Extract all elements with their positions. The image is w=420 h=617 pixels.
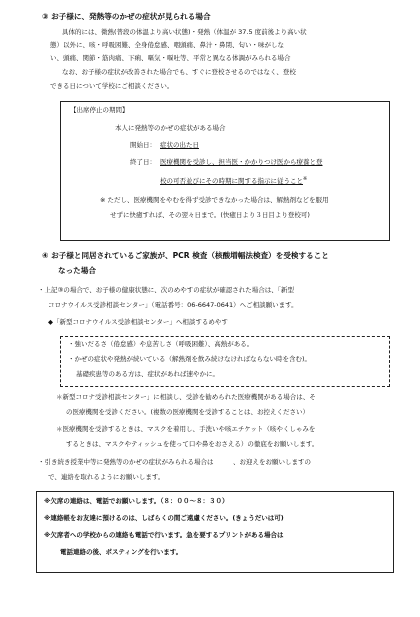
star-note-2-line2: するときは、マスクやティッシュを使って口や鼻をおさえる）の徹底をお願いします。 [66,440,319,448]
star-note-2-line1: ＊医療機関を受診するときは、マスクを着用し、手洗いや咳エチケット（咳やくしゃみを [56,425,316,433]
notice-line3: ※欠席者への学校からの連絡も電話で行います。急を要するプリントがある場合は [44,531,284,539]
notice-line2: ※連絡帳をお友達に預けるのは、しばらくの間ご遠慮ください。(きょうだいは可) [44,514,284,522]
section3-para1-line2: 態）以外に、咳・呼吸困難、全身倦怠感、咽頭痛、鼻汁・鼻閉、匂い・味がしな [50,41,284,49]
continuation-line1: ・引き続き授業中等に発熱等のかぜの症状がみられる場合は 、お迎えをお願いしますの [38,458,311,466]
suspension-note-line2: せずに快癒すれば、その翌々日まで。(快癒日より３日目より登校可) [110,211,310,219]
end-value-line1: 医療機関を受診し、担当医・かかりつけ医から療養と登 [160,158,323,166]
section3-para2-line2: できる日について学校にご相談ください。 [50,82,174,90]
section3-para1-line1: 具体的には、微熱(普段の体温より高い状態)・発熱（体温が 37.5 度前後より高い状 [62,28,307,36]
suspension-note-line1: ※ ただし、医療機関をやむを得ず受診できなかった場合は、解熱剤などを服用 [100,196,329,204]
section4-intro-line1: ・上記③の場合で、お子様の健康状態に、次のめやすの症状が確認された場合は、「新型 [38,286,294,294]
section3-heading: ③ お子様に、発熱等のかぜの症状が見られる場合 [42,12,211,21]
notice-line1: ※欠席の連絡は、電話でお願いします。（８：００～８：３０） [44,497,229,505]
section4-heading-line2: なった場合 [58,266,96,275]
end-label: 終了日： [130,158,156,166]
guide-title: ◆「新型コロナウイルス受診相談センター」へ相談するめやす [48,318,228,326]
suspension-box-title: 【出席停止の期間】 [70,106,129,114]
suspension-box-line1: 本人に発熱等のかぜの症状がある場合 [115,124,226,132]
start-value: 症状の出た日 [160,141,199,149]
start-label: 開始日： [130,141,156,149]
guide-item-3: 基礎疾患等のある方は、症状があれば速やかに。 [76,370,219,378]
end-value-line2: 校の可否並びにその時期に関する指示に従うこと [160,177,303,186]
section4-heading-line1: ④ お子様と同居されているご家族が、PCR 検査（核酸増幅法検査）を受検すること [42,251,329,260]
star-note-1-line2: の医療機関を受診ください。(複数の医療機関を受診することは、お控えください） [66,408,310,416]
notice-line4: 電話連絡の後、ポスティングを行います。 [60,548,183,556]
section3-para1-line3: い、頭痛、関節・筋肉痛、下痢、嘔気・嘔吐等、平常と異なる体調がみられる場合 [50,54,291,62]
guide-item-1: ・強いだるさ（倦怠感）や息苦しさ（呼吸困難）、高熱がある。 [68,340,254,348]
section3-para2-line1: なお、お子様の症状が改善された場合でも、すぐに登校させるのではなく、登校 [62,68,296,76]
end-value-note-mark: ※ [303,176,308,182]
end-value-line2-wrap [160,176,307,186]
guide-item-2: ・かぜの症状や発熱が続いている（解熱剤を飲み続けなければならない時を含む)。 [68,355,312,363]
section4-intro-line2: コロナウイルス受診相談センター」（電話番号：06-6647-0641）へご相談願います。 [48,301,298,309]
star-note-1-line1: ＊新型コロナ受診相談センター」に相談し、受診を勧められた医療機関がある場合は、そ [56,393,316,401]
continuation-line2: で、連絡を取れるようにお願いします。 [48,473,165,481]
